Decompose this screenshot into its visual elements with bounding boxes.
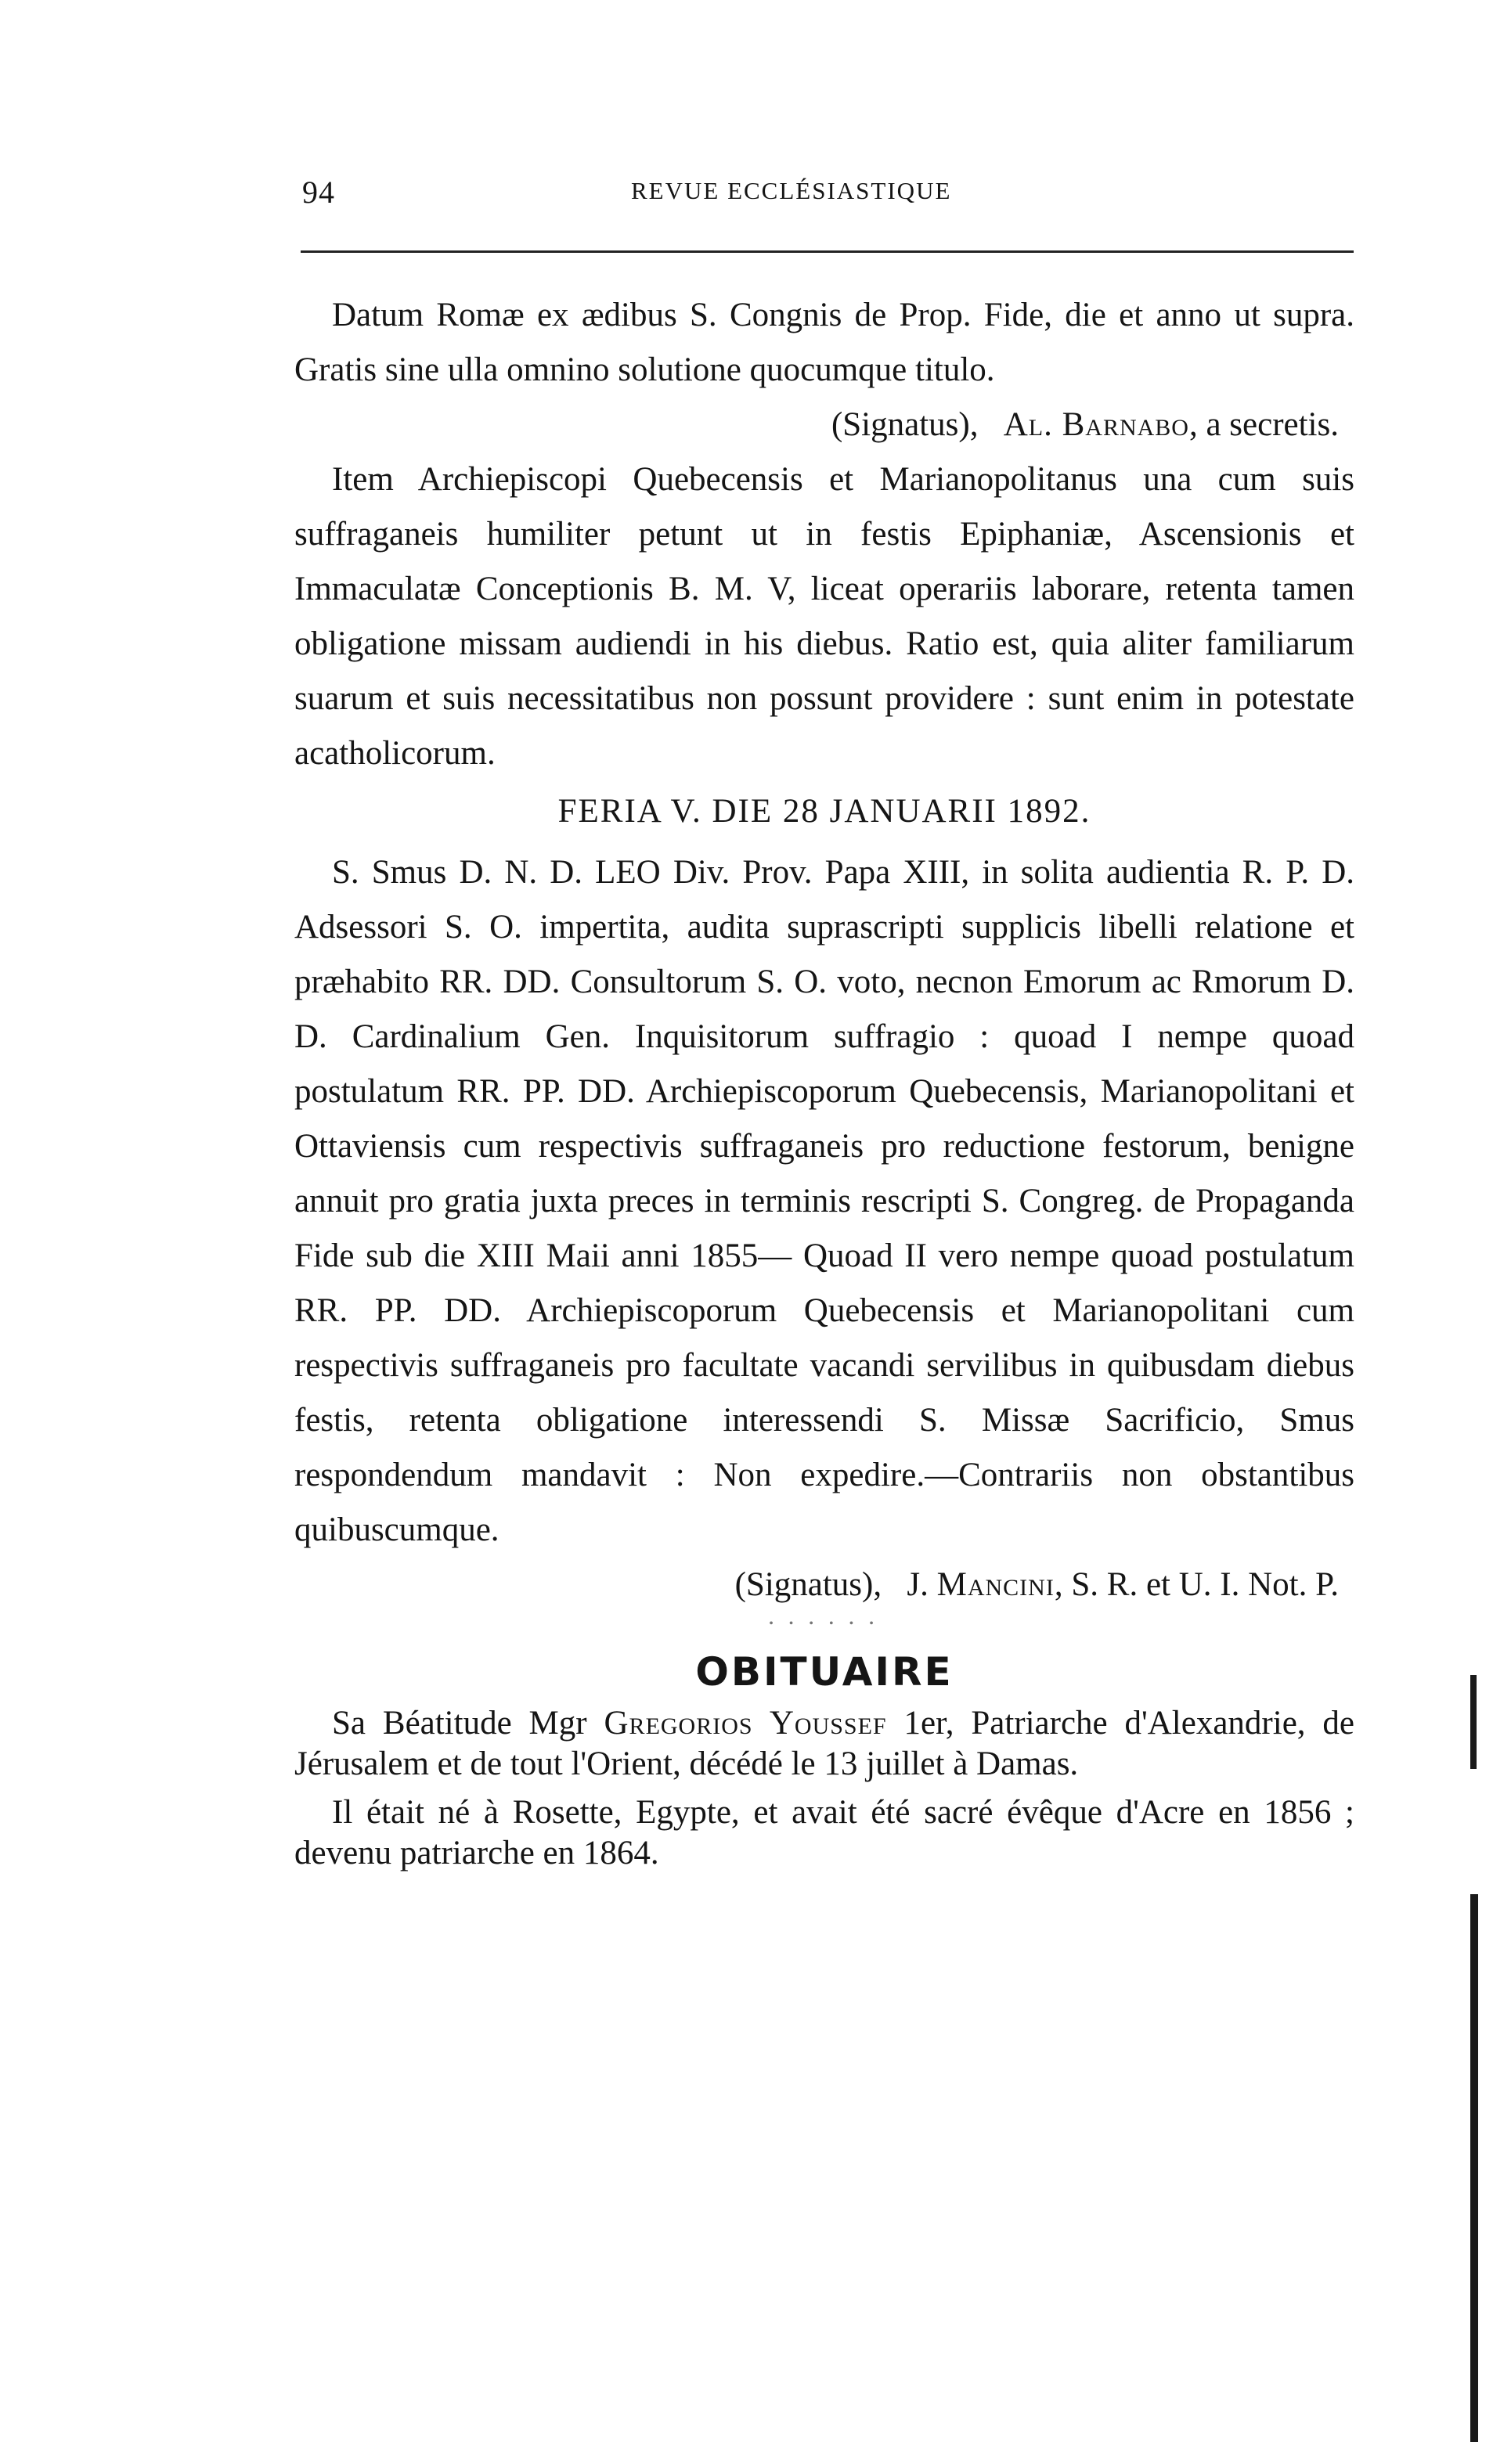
page-number: 94: [302, 175, 335, 210]
book-page: [294, 117, 1359, 2387]
signature-barnabo: [294, 398, 1354, 452]
obituary-intro: Sa Béatitude Mgr: [332, 1705, 604, 1742]
signature-prefix: (Signatus),: [734, 1566, 882, 1603]
obituary-details: 1er, Patriarche d'Alexandrie, de Jérusalem et de tout l'Orient, décédé le 13 juillet à Damas.: [294, 1705, 1354, 1782]
obituary-text: [294, 1703, 1354, 1874]
obituary-paragraph-1: [294, 1703, 1354, 1785]
margin-binding-mark: [1470, 1675, 1477, 1769]
signature-suffix: , S. R. et U. I. Not. P.: [1054, 1566, 1339, 1603]
main-text: [294, 288, 1354, 1882]
paragraph-petition: Item Archiepiscopi Quebecensis et Marianopolitanus una cum suis suffraganeis humiliter petunt ut in festis Epiphaniæ, Ascensionis et Immaculatæ Conceptionis B. M. V, liceat operariis laborare, retenta tamen obligatione missam audiendi in his diebus. Ratio est, quia aliter familiarum suarum et suis necessitatibus non possunt providere : sunt enim in potestate acatholicorum.: [294, 461, 1354, 772]
date-heading: FERIA V. DIE 28 JANUARII 1892.: [557, 793, 1091, 830]
obituary-title: OBITUAIRE: [695, 1649, 954, 1695]
signature-name: Mancini: [936, 1566, 1055, 1603]
signature-initial: J.: [907, 1566, 937, 1603]
margin-binding-mark: [1470, 1894, 1478, 2442]
signature-mancini: [294, 1558, 1354, 1612]
paragraph-decision: S. Smus D. N. D. LEO Div. Prov. Papa XIII, in solita audientia R. P. D. Adsessori S. O. impertita, audita suprascripti supplicis libelli relatione et præhabito RR. DD. Consultorum S. O. voto, necnon Emorum ac Rmorum D. D. Cardinalium Gen. Inquisitorum suffragio : quoad I nempe quoad postulatum RR. PP. DD. Archiepiscoporum Quebecensis, Marianopolitani et Ottaviensis cum respectivis suffraganeis pro reductione festorum, benigne annuit pro gratia juxta preces in terminis rescripti S. Congreg. de Propaganda Fide sub die XIII Maii anni 1855— Quoad II vero nempe quoad postulatum RR. PP. DD. Archiepiscoporum Quebecensis et Marianopolitani cum respectivis suffraganeis pro facultate vacandi servilibus in quibusdam diebus festis, retenta obligatione interessendi S. Missæ Sacrificio, Smus respondendum mandavit : Non expedire.—Contrariis non obstantibus quibuscumque.: [294, 854, 1354, 1548]
obituary-name: Gregorios Youssef: [604, 1705, 887, 1742]
running-head: [294, 174, 1359, 221]
signature-name: Al. Barnabo: [1003, 406, 1189, 443]
section-ornament: • • • • • •: [769, 1617, 880, 1630]
journal-title: REVUE ECCLÉSIASTIQUE: [631, 177, 952, 204]
paragraph-datum: Datum Romæ ex ædibus S. Congnis de Prop. Fide, die et anno ut supra. Gratis sine ulla omnino solutione quocumque titulo.: [294, 297, 1354, 388]
signature-prefix: (Signatus),: [831, 406, 979, 443]
signature-suffix: , a secretis.: [1188, 406, 1339, 443]
header-rule: [301, 250, 1354, 253]
obituary-paragraph-2: Il était né à Rosette, Egypte, et avait été sacré évêque d'Acre en 1856 ; devenu patriarche en 1864.: [294, 1794, 1354, 1871]
